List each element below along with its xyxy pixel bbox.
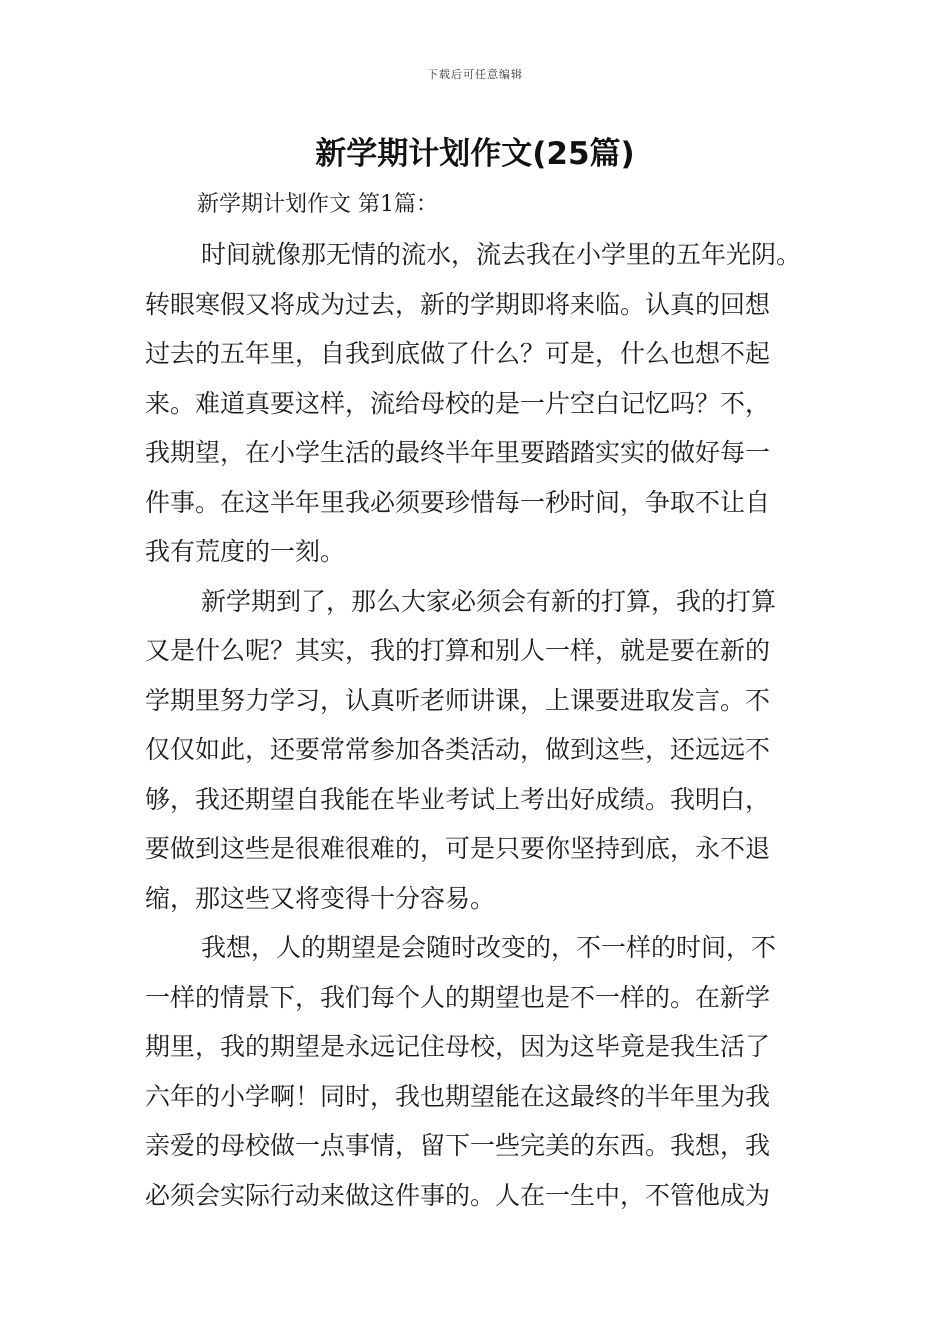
paragraph-line: 又是什么呢？其实，我的打算和别人一样，就是要在新的 [145,636,771,665]
paragraph-line: 期里，我的期望是永远记住母校，因为这毕竟是我生活了 [145,1032,771,1061]
paragraph-line: 来。难道真要这样，流给母校的是一片空白记忆吗？不， [145,388,771,418]
paragraph-line: 一样的情景下，我们每个人的期望也是不一样的。在新学 [145,982,771,1012]
paragraph-line: 我想，人的期望是会随时改变的，不一样的时间，不 [201,933,777,962]
paragraph-line: 学期里努力学习，认真听老师讲课，上课要进取发言。不 [145,685,771,715]
paragraph-line: 时间就像那无情的流水，流去我在小学里的五年光阴。 [201,240,802,269]
paragraph-line: 转眼寒假又将成为过去，新的学期即将来临。认真的回想 [145,289,771,319]
paragraph-2 [145,577,817,924]
document-title: 新学期计划作文(25篇) [315,136,635,172]
paragraph-line: 新学期到了，那么大家必须会有新的打算，我的打算 [201,586,777,616]
paragraph-line: 够，我还期望自我能在毕业考试上考出好成绩。我明白， [145,784,771,814]
paragraph-line: 必须会实际行动来做这件事的。人在一生中，不管他成为 [145,1180,771,1210]
paragraph-3 [145,923,817,1220]
paragraph-line: 六年的小学啊！同时，我也期望能在这最终的半年里为我 [145,1081,771,1111]
paragraph-line: 亲爱的母校做一点事情，留下一些完美的东西。我想，我 [145,1131,771,1160]
paragraph-line: 过去的五年里，自我到底做了什么？可是，什么也想不起 [145,339,771,368]
paragraph-line: 件事。在这半年里我必须要珍惜每一秒时间，争取不让自 [145,487,771,517]
article-body [145,180,817,1220]
section-subheading: 新学期计划作文 第1篇： [197,192,438,217]
paragraph-line: 仅仅如此，还要常常参加各类活动，做到这些，还远远不 [145,735,771,764]
paragraph-1 [145,230,817,577]
header-note: 下载后可任意编辑 [427,68,523,81]
paragraph-line: 要做到这些是很难很难的，可是只要你坚持到底，永不退 [145,834,771,863]
paragraph-line: 我期望，在小学生活的最终半年里要踏踏实实的做好每一 [145,438,771,467]
paragraph-line: 缩，那这些又将变得十分容易。 [145,883,496,913]
paragraph-line: 我有荒度的一刻。 [145,537,346,566]
